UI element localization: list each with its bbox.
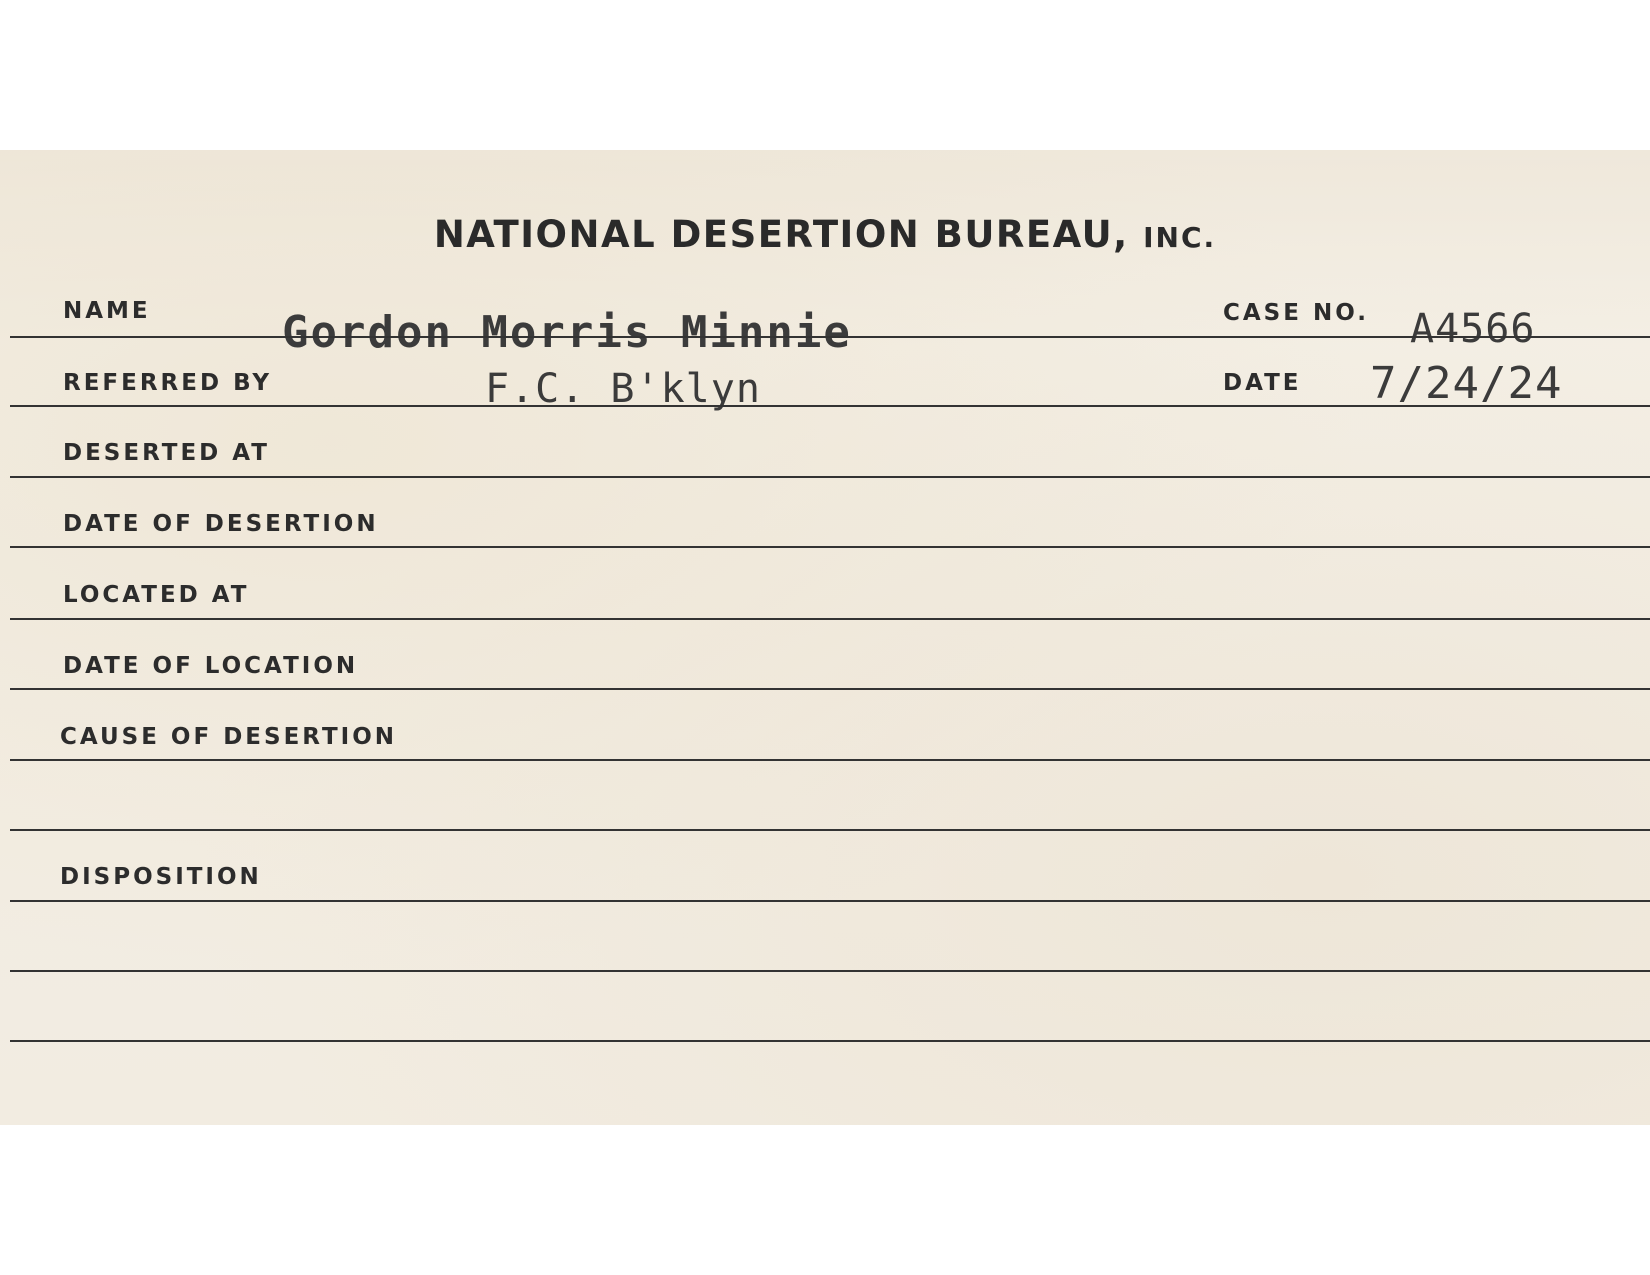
date-label: DATE xyxy=(1223,370,1302,396)
date-value: 7/24/24 xyxy=(1370,358,1563,409)
referred-by-label: REFERRED BY xyxy=(63,370,273,396)
located-at-rule xyxy=(10,618,1650,620)
date-of-location-rule xyxy=(10,688,1650,690)
disposition-rule xyxy=(10,900,1650,902)
date-of-desertion-rule xyxy=(10,546,1650,548)
name-value: Gordon Morris Minnie xyxy=(282,307,852,358)
deserted-at-label: DESERTED AT xyxy=(63,440,270,466)
card-title xyxy=(0,213,1650,256)
card-title-suffix: INC. xyxy=(1143,221,1217,254)
located-at-label: LOCATED AT xyxy=(63,582,250,608)
disposition-extra-rule-1 xyxy=(10,970,1650,972)
disposition-label: DISPOSITION xyxy=(60,864,262,890)
referred-by-value: F.C. B'klyn xyxy=(485,366,761,412)
index-card xyxy=(0,150,1650,1125)
case-no-value: A4566 xyxy=(1410,306,1536,352)
name-label: NAME xyxy=(63,298,151,324)
deserted-at-rule xyxy=(10,476,1650,478)
cause-of-desertion-rule xyxy=(10,759,1650,761)
disposition-extra-rule-2 xyxy=(10,1040,1650,1042)
date-of-location-label: DATE OF LOCATION xyxy=(63,653,359,679)
case-no-label: CASE NO. xyxy=(1223,300,1369,326)
referred-by-rule xyxy=(10,405,1650,407)
card-title-main: NATIONAL DESERTION BUREAU, xyxy=(433,213,1129,256)
cause-of-desertion-label: CAUSE OF DESERTION xyxy=(60,724,398,750)
date-of-desertion-label: DATE OF DESERTION xyxy=(63,511,379,537)
cause-extra-rule xyxy=(10,829,1650,831)
name-rule xyxy=(10,336,1650,338)
